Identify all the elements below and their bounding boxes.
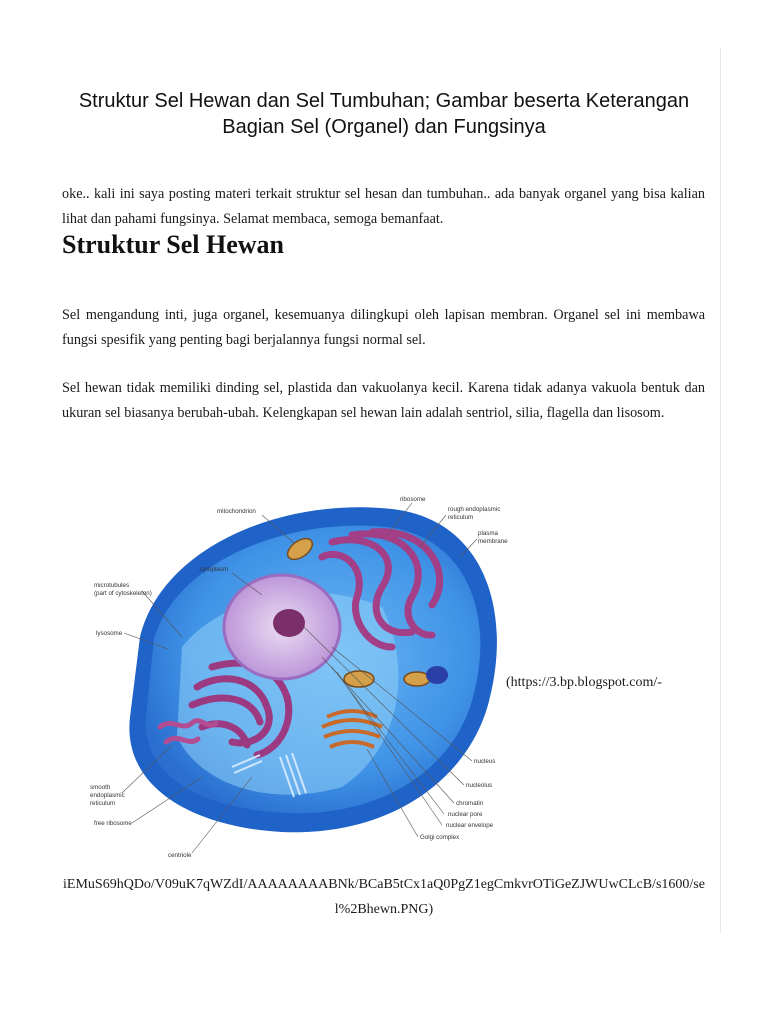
nucleolus-shape [273,609,305,637]
label-rough-er-2: reticulum [448,514,474,521]
image-source-link-start[interactable]: (https://3.bp.blogspot.com/- [506,675,662,690]
label-plasma-2: membrane [478,538,508,545]
label-nuclear-envelope: nuclear envelope [446,822,494,829]
label-nucleolus: nucleolus [466,782,493,789]
label-free-ribosome: free ribosome [94,820,132,827]
label-cytoplasm: cytoplasm [200,566,228,573]
document-title: Struktur Sel Hewan dan Sel Tumbuhan; Gambar beserta Keterangan Bagian Sel (Organel) dan Fungsinya [78,90,690,138]
label-ribosome: ribosome [400,496,426,503]
intro-paragraph: oke.. kali ini saya posting materi terkait struktur sel hesan dan tumbuhan.. ada banyak organel yang bisa kalian lihat dan pahami fungsinya. Selamat membaca, semoga bemanfaat. [62,186,705,227]
label-nuclear-pore: nuclear pore [448,811,483,818]
label-centriole: centriole [168,852,192,859]
section-heading: Struktur Sel Hewan [62,230,284,259]
label-microtubules-1: microtubules [94,582,130,589]
page-edge [720,48,721,933]
label-chromatin: chromatin [456,800,484,807]
label-nucleus: nucleus [474,758,496,765]
paragraph-animal-cell: Sel hewan tidak memiliki dinding sel, plastida dan vakuolanya kecil. Karena tidak adanya vakuola bentuk dan ukuran sel biasanya berubah-ubah. Kelengkapan sel hewan lain adalah sentriol, silia, flagella dan lisosom. [62,380,705,421]
label-lysosome: lysosome [96,630,123,637]
label-rough-er-1: rough endoplasmic [448,506,501,513]
label-smooth-er-1: smooth [90,784,111,791]
label-smooth-er-3: reticulum [90,800,116,807]
image-source-link-end[interactable]: iEMuS69hQDo/V09uK7qWZdI/AAAAAAAABNk/BCaB5tCx1aQ0PgZ1egCmkvrOTiGeZJWUwCLcB/s1600/sel%2Bhewn.PNG) [63,877,705,917]
paragraph-cell-contents: Sel mengandung inti, juga organel, kesemuanya dilingkupi oleh lapisan membran. Organel sel ini membawa fungsi spesifik yang penting bagi berjalannya fungsi normal sel. [62,307,705,348]
label-plasma-1: plasma [478,530,498,537]
label-golgi: Golgi complex [420,834,460,841]
label-mitochondrion: mitochondrion [217,508,256,515]
label-microtubules-2: (part of cytoskeleton) [94,590,152,597]
animal-cell-diagram [82,487,508,862]
label-smooth-er-2: endoplasmic [90,792,125,799]
